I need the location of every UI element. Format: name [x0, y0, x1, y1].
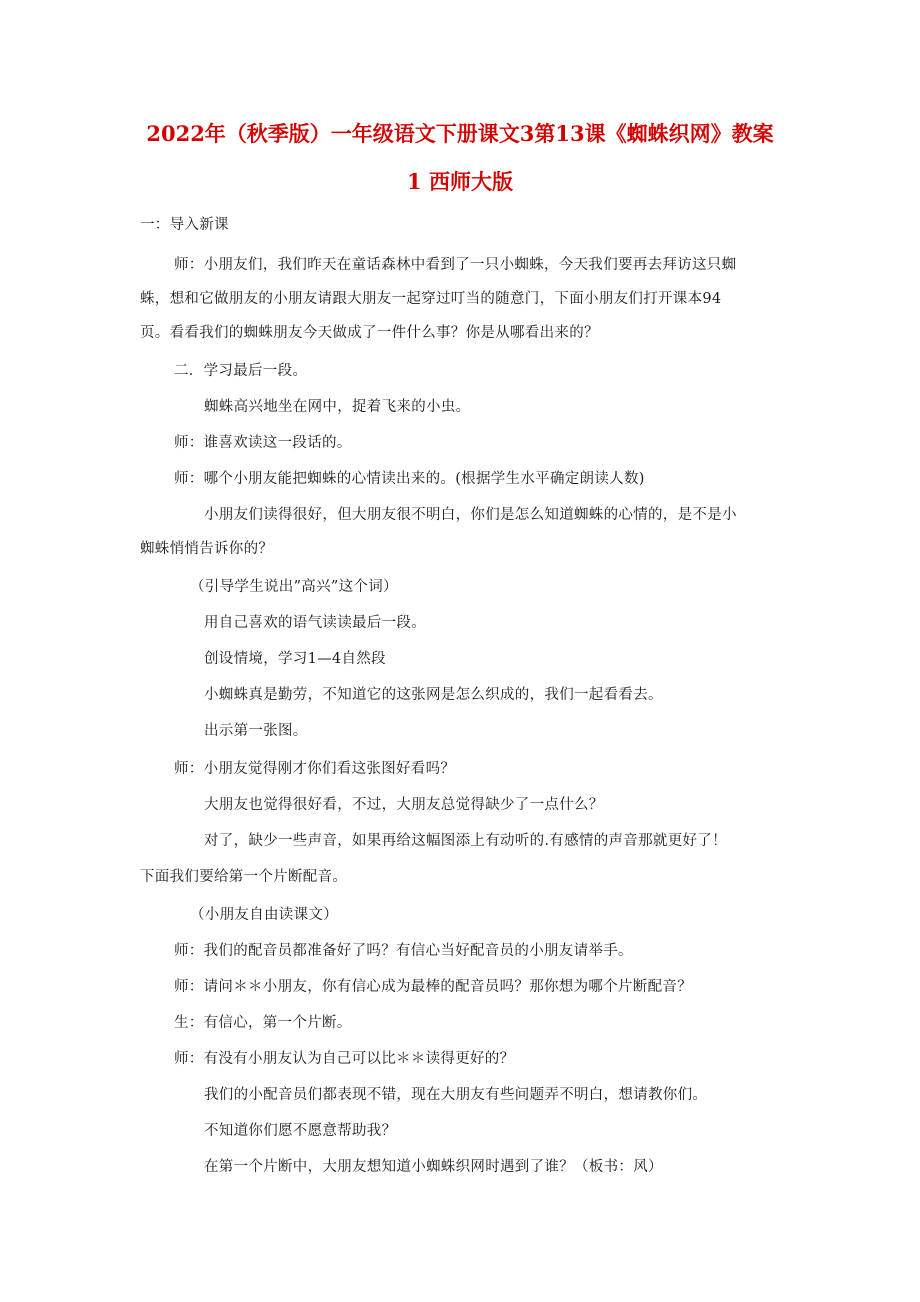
paragraph-line: 师：小朋友觉得刚才你们看这张图好看吗？ [174, 761, 456, 777]
paragraph-line: 蜘蛛悄悄告诉你的？ [140, 541, 274, 557]
paragraph-line: 师：有没有小朋友认为自己可以比＊＊读得更好的？ [174, 1051, 515, 1067]
section-heading-last: 二．学习最后一段。 [174, 363, 308, 379]
paragraph-line: 对了，缺少一些声音，如果再给这幅图添上有动听的.有感情的声音那就更好了！ [204, 833, 727, 849]
paragraph-line: 小蜘蛛真是勤劳，不知道它的这张网是怎么织成的，我们一起看看去。 [204, 687, 663, 703]
paragraph-line: 蜘蛛高兴地坐在网中，捉着飞来的小虫。 [204, 399, 471, 415]
paragraph-line: 师：请问＊＊小朋友，你有信心成为最棒的配音员吗？那你想为哪个片断配音？ [174, 979, 692, 995]
document-title-line-1: 2022年（秋季版）一年级语文下册课文3第13课《蜘蛛织网》教案 [146, 121, 774, 146]
paragraph-line: 我们的小配音员们都表现不错，现在大朋友有些问题弄不明白，想请教你们。 [204, 1087, 708, 1103]
paragraph-line: 师：小朋友们，我们昨天在童话森林中看到了一只小蜘蛛，今天我们要再去拜访这只蜘 [174, 257, 737, 273]
paragraph-line: （引导学生说出”高兴”这个词） [190, 579, 398, 595]
section-heading-context: 创设情境，学习1—4自然段 [204, 651, 386, 667]
document-title-line-2: 1 西师大版 [407, 169, 513, 194]
paragraph-line: 出示第一张图。 [204, 723, 308, 739]
paragraph-line: 小朋友们读得很好，但大朋友很不明白，你们是怎么知道蜘蛛的心情的，是不是小 [204, 507, 737, 523]
paragraph-line: 蛛，想和它做朋友的小朋友请跟大朋友一起穿过叮当的随意门，下面小朋友们打开课本94 [140, 291, 722, 307]
paragraph-line: 师：谁喜欢读这一段话的。 [174, 435, 352, 451]
paragraph-line: （小朋友自由读课文） [190, 907, 338, 923]
paragraph-line: 页。看看我们的蜘蛛朋友今天做成了一件什么事？你是从哪看出来的？ [140, 325, 599, 341]
paragraph-line: 不知道你们愿不愿意帮助我？ [204, 1123, 397, 1139]
paragraph-line: 用自己喜欢的语气读读最后一段。 [204, 615, 426, 631]
paragraph-line: 大朋友也觉得很好看，不过，大朋友总觉得缺少了一点什么？ [204, 797, 604, 813]
paragraph-line: 生：有信心，第一个片断。 [174, 1015, 352, 1031]
paragraph-line: 师：哪个小朋友能把蜘蛛的心情读出来的。(根据学生水平确定朗读人数) [174, 471, 645, 487]
paragraph-line: 师：我们的配音员都准备好了吗？有信心当好配音员的小朋友请举手。 [174, 943, 633, 959]
paragraph-line: 下面我们要给第一个片断配音。 [140, 869, 348, 885]
paragraph-line: 在第一个片断中，大朋友想知道小蜘蛛织网时遇到了谁？（板书：风） [204, 1159, 663, 1175]
section-heading-intro: 一：导入新课 [140, 217, 229, 233]
